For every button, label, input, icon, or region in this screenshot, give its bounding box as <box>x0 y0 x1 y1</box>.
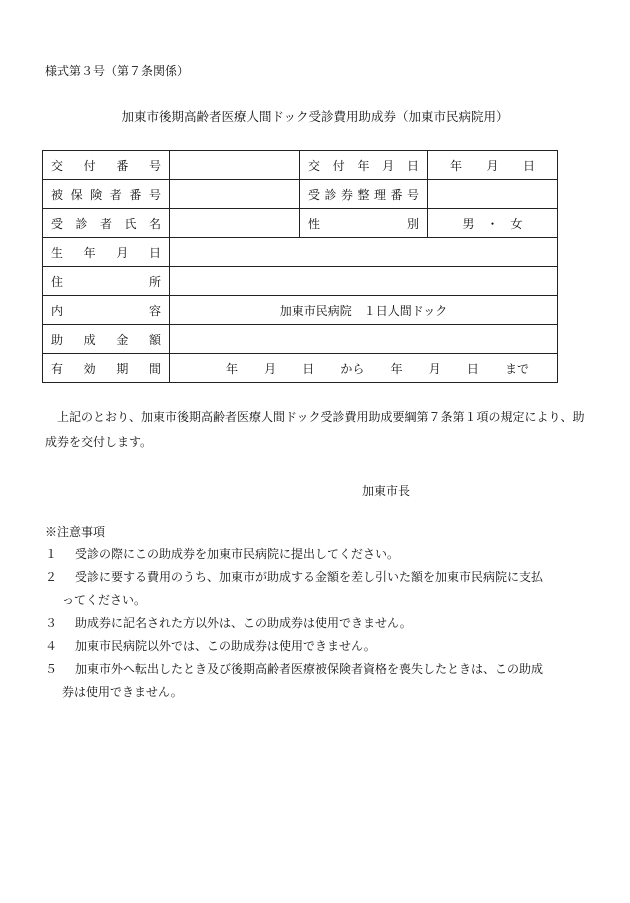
note-item <box>45 566 590 589</box>
note-number: ３ <box>45 616 58 630</box>
subsidy-form-table <box>42 150 558 383</box>
note-number: ２ <box>45 570 58 584</box>
birth-date-value[interactable] <box>170 238 558 267</box>
issuer-mayor: 加東市長 <box>362 484 411 498</box>
validity-from-word: から <box>340 361 365 376</box>
notes-heading: ※注意事項 <box>45 525 106 539</box>
issue-date-label: 交付年月日 <box>300 151 428 180</box>
row-issue <box>43 151 558 180</box>
insured-number-label: 被保険者番号 <box>43 180 170 209</box>
validity-value[interactable] <box>170 354 558 383</box>
note-item <box>45 612 590 635</box>
row-validity <box>43 354 558 383</box>
issue-number-value[interactable] <box>170 151 300 180</box>
sex-value[interactable]: 男 ・ 女 <box>428 209 558 238</box>
note-text: 受診の際にこの助成券を加東市民病院に提出してください。 <box>75 547 400 561</box>
validity-to-day: 日 <box>466 361 479 376</box>
address-value[interactable] <box>170 267 558 296</box>
note-number: １ <box>45 547 58 561</box>
row-address <box>43 267 558 296</box>
validity-to-year: 年 <box>390 361 403 376</box>
subsidy-amount-label: 助成金額 <box>43 325 170 354</box>
content-value: 加東市民病院 １日人間ドック <box>170 296 558 325</box>
note-text-continuation: 券は使用できません。 <box>62 685 183 699</box>
note-text-continuation: ってください。 <box>62 593 147 607</box>
issue-number-label: 交付番号 <box>43 151 170 180</box>
note-number: ４ <box>45 639 58 653</box>
note-text: 加東市外へ転出したとき及び後期高齢者医療被保険者資格を喪失したときは、この助成 <box>75 662 544 676</box>
insured-number-value[interactable] <box>170 180 300 209</box>
note-text: 助成券に記名された方以外は、この助成券は使用できません。 <box>75 616 412 630</box>
note-text: 受診に要する費用のうち、加東市が助成する金額を差し引いた額を加東市民病院に支払 <box>75 570 544 584</box>
validity-label: 有効期間 <box>43 354 170 383</box>
note-item <box>45 658 590 681</box>
issue-date-month: 月 <box>486 158 499 173</box>
note-text: 加東市民病院以外では、この助成券は使用できません。 <box>75 639 376 653</box>
validity-until-word: まで <box>504 361 529 376</box>
note-item-continuation <box>45 589 590 612</box>
issue-date-year: 年 <box>450 158 463 173</box>
row-content <box>43 296 558 325</box>
notes-list <box>45 543 590 704</box>
address-label: 住所 <box>43 267 170 296</box>
document-title: 加東市後期高齢者医療人間ドック受診費用助成券（加東市民病院用） <box>121 109 509 124</box>
content-label: 内容 <box>43 296 170 325</box>
note-item-continuation <box>45 681 590 704</box>
form-number: 様式第３号（第７条関係） <box>45 64 190 78</box>
validity-from-year: 年 <box>226 361 239 376</box>
birth-date-label: 生年月日 <box>43 238 170 267</box>
issuance-statement: 上記のとおり、加東市後期高齢者医療人間ドック受診費用助成要綱第７条第１項の規定により、助成券を交付します。 <box>45 410 585 449</box>
note-number: ５ <box>45 662 58 676</box>
subsidy-amount-value[interactable] <box>170 325 558 354</box>
sex-label: 性別 <box>300 209 428 238</box>
note-item <box>45 543 590 566</box>
examinee-name-label: 受診者氏名 <box>43 209 170 238</box>
validity-to-month: 月 <box>428 361 441 376</box>
exam-ticket-number-value[interactable] <box>428 180 558 209</box>
row-insured <box>43 180 558 209</box>
row-birth-date <box>43 238 558 267</box>
row-name <box>43 209 558 238</box>
issue-date-day: 日 <box>522 158 535 173</box>
examinee-name-value[interactable] <box>170 209 300 238</box>
exam-ticket-number-label: 受診券整理番号 <box>300 180 428 209</box>
validity-from-month: 月 <box>264 361 277 376</box>
validity-from-day: 日 <box>302 361 315 376</box>
issue-date-value[interactable] <box>428 151 558 180</box>
row-subsidy-amount <box>43 325 558 354</box>
note-item <box>45 635 590 658</box>
